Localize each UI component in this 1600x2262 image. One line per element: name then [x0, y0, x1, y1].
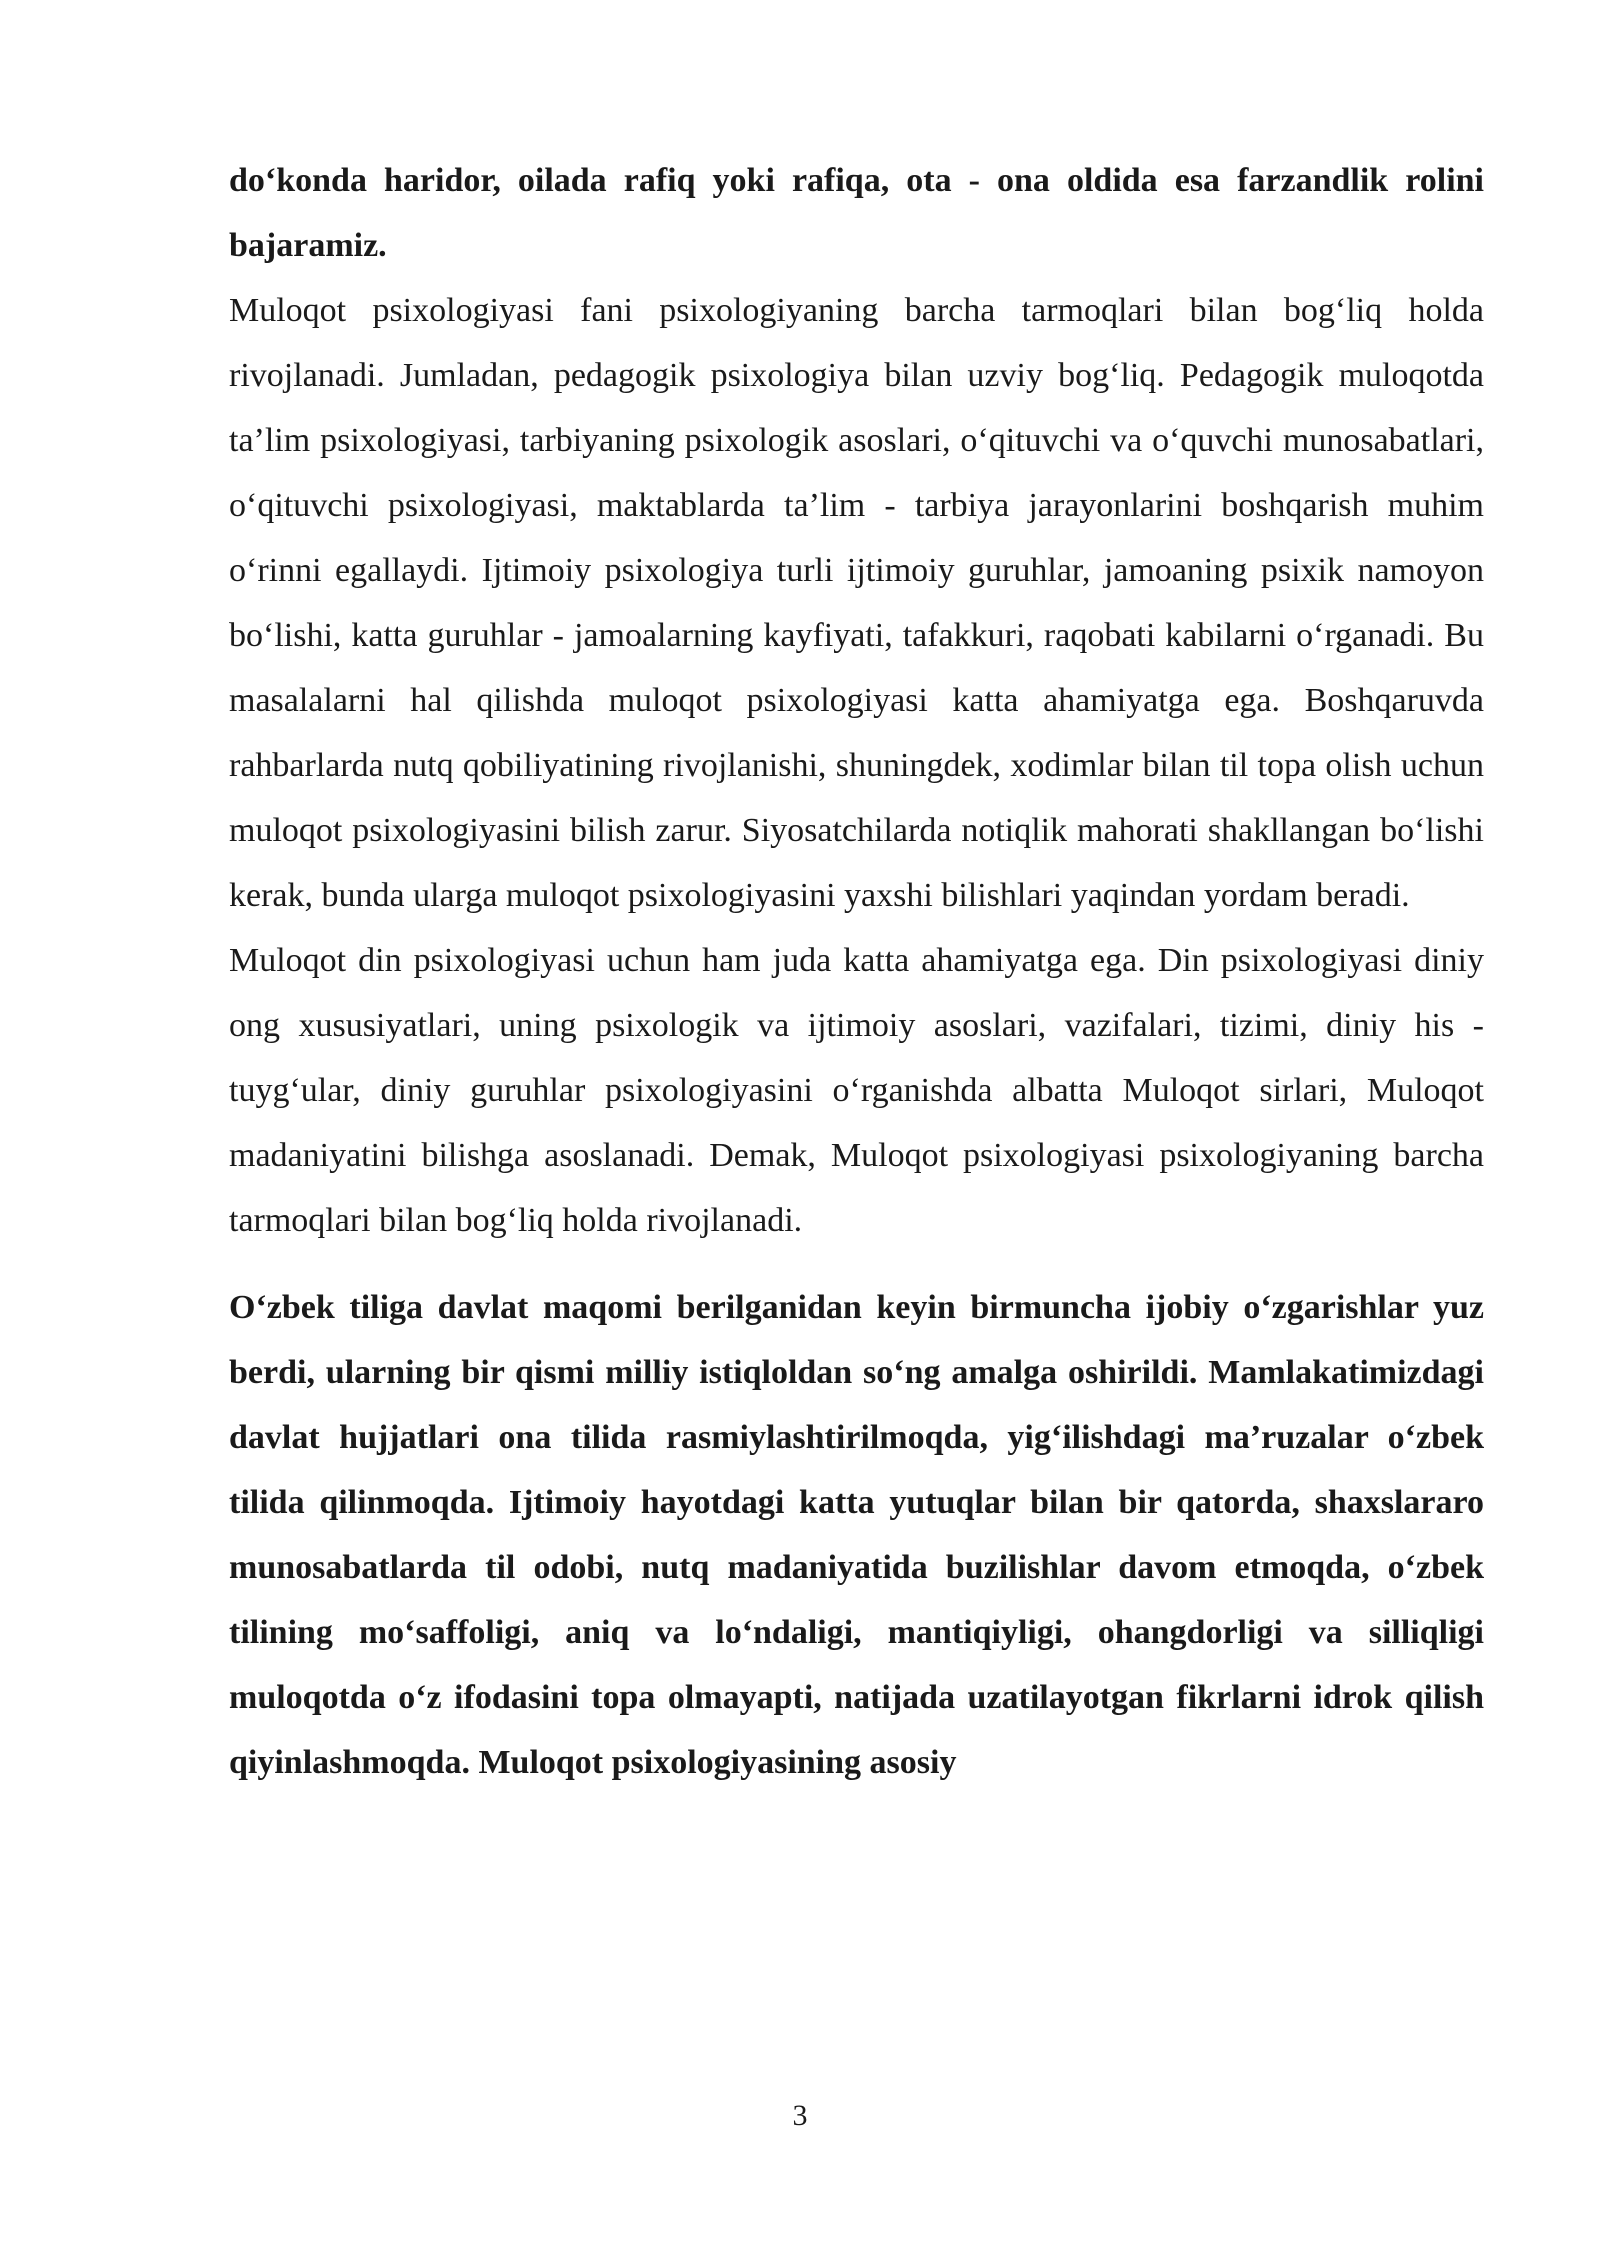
paragraph-psychology-branches: Muloqot psixologiyasi fani psixologiyaning barcha tarmoqlari bilan bog‘liq holda rivojlanadi. Jumladan, pedagogik psixologiya bilan uzviy bog‘liq. Pedagogik muloqotda ta’lim psixologiyasi, tarbiyaning psixologik asoslari, o‘qituvchi va o‘quvchi munosabatlari, o‘qituvchi psixologiyasi, maktablarda ta’lim - tarbiya jarayonlarini boshqarish muhim o‘rinni egallaydi. Ijtimoiy psixologiya turli ijtimoiy guruhlar, jamoaning psixik namoyon bo‘lishi, katta guruhlar - jamoalarning kayfiyati, tafakkuri, raqobati kabilarni o‘rganadi. Bu masalalarni hal qilishda muloqot psixologiyasi katta ahamiyatga ega. Boshqaruvda rahbarlarda nutq qobiliyatining rivojlanishi, shuningdek, xodimlar bilan til topa olish uchun muloqot psixologiyasini bilish zarur. Siyosatchilarda notiqlik mahorati shakllangan bo‘lishi kerak, bunda ularga muloqot psixologiyasini yaxshi bilishlari yaqindan yordam beradi. — [229, 292, 1484, 914]
paragraph-religion-psychology: Muloqot din psixologiyasi uchun ham juda katta ahamiyatga ega. Din psixologiyasi diniy ong xususiyatlari, uning psixologik va ijtimoiy asoslari, vazifalari, tizimi, diniy his - tuyg‘ular, diniy guruhlar psixologiyasini o‘rganishda albatta Muloqot sirlari, Muloqot madaniyatini bilishga asoslanadi. Demak, Muloqot psixologiyasi psixologiyaning barcha tarmoqlari bilan bog‘liq holda rivojlanadi. — [229, 942, 1484, 1239]
page-number: 3 — [792, 2099, 808, 2132]
paragraph-uzbek-language: O‘zbek tiliga davlat maqomi berilganidan keyin birmuncha ijobiy o‘zgarishlar yuz berdi, ularning bir qismi milliy istiqloldan so‘ng amalga oshirildi. Mamlakatimizdagi davlat hujjatlari ona tilida rasmiylashtirilmoqda, yig‘ilishdagi ma’ruzalar o‘zbek tilida qilinmoqda. Ijtimoiy hayotdagi katta yutuqlar bilan bir qatorda, shaxslararo munosabatlarda til odobi, nutq madaniyatida buzilishlar davom etmoqda, o‘zbek tilining mo‘saffoligi, aniq va lo‘ndaligi, mantiqiyligi, ohangdorligi va silliqligi muloqotda o‘z ifodasini topa olmayapti, natijada uzatilayotgan fikrlarni idrok qilish qiyinlashmoqda. Muloqot psixologiyasining asosiy — [229, 1289, 1484, 1781]
paragraph-intro: do‘konda haridor, oilada rafiq yoki rafiqa, ota - ona oldida esa farzandlik rolini bajaramiz. — [229, 162, 1484, 264]
document-page — [229, 148, 1484, 1795]
